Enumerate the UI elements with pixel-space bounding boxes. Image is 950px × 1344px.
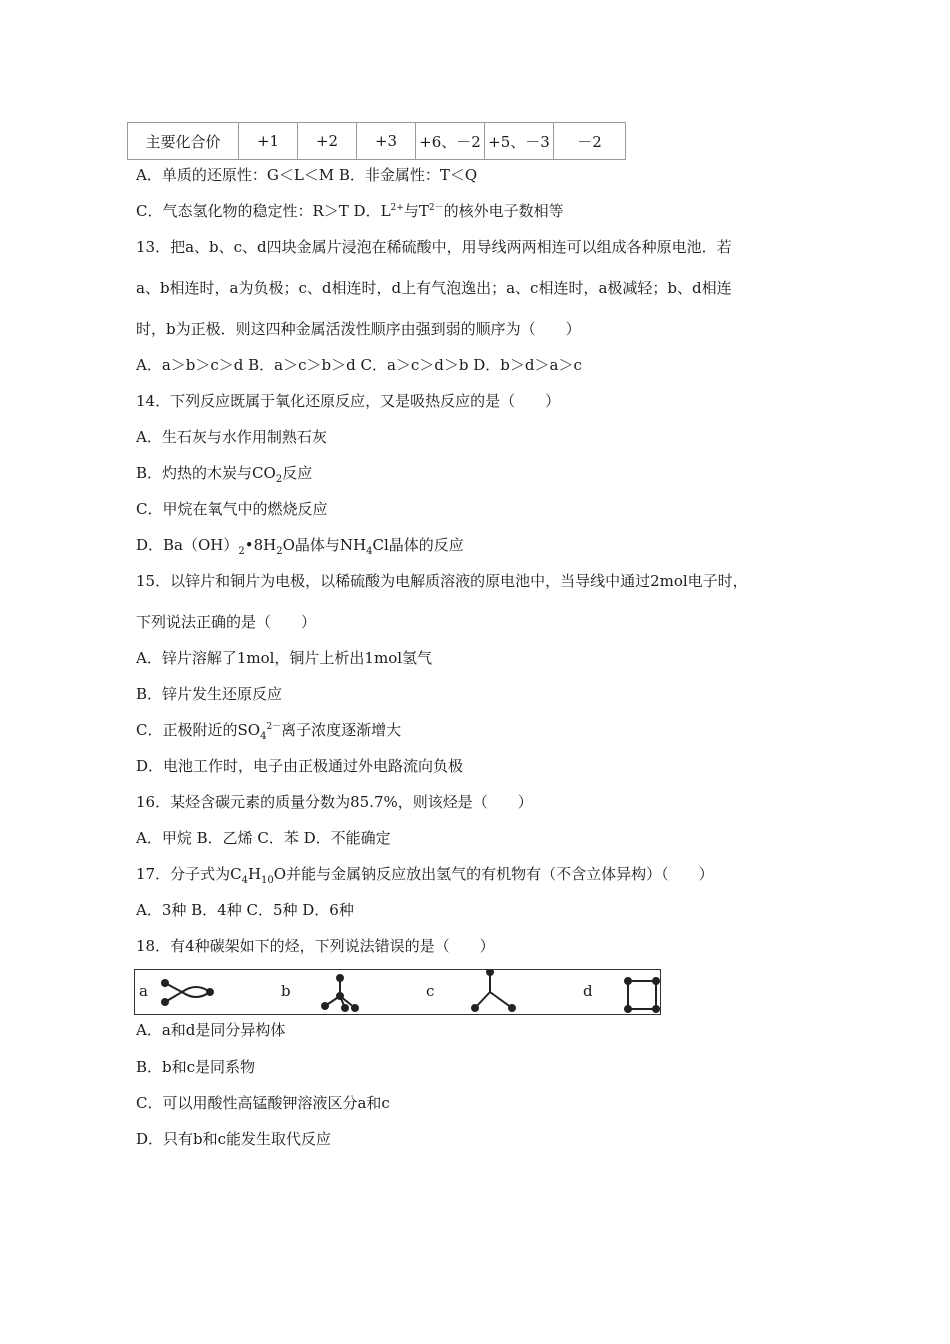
subscript: 10 [261,875,274,886]
text: 与T [403,202,429,220]
text: C．气态氢化物的稳定性：R＞T D．L [136,202,391,220]
text: Cl晶体的反应 [372,536,464,554]
q13-stem-line3: 时，b为正极．则这四种金属活泼性顺序由强到弱的顺序为（ ） [136,320,581,338]
skeleton-drawings [135,970,662,1016]
text: O并能与金属钠反应放出氢气的有机物有（不含立体异构）（ ） [273,865,714,883]
superscript: 2+ [390,203,404,213]
q16-options: A．甲烷 B．乙烯 C．苯 D．不能确定 [136,829,391,847]
table-cell: －2 [554,123,626,160]
skeleton-c [472,970,515,1011]
table-cell: +3 [357,123,416,160]
q18-stem: 18．有4种碳架如下的烃，下列说法错误的是（ ） [136,937,495,955]
q14-option-a: A．生石灰与水作用制熟石灰 [136,428,327,446]
q12-options-cd [136,201,564,221]
q14-stem: 14．下列反应既属于氧化还原反应，又是吸热反应的是（ ） [136,392,561,410]
subscript: 4 [366,546,373,557]
table-cell: +1 [239,123,298,160]
text: •8H [244,536,277,554]
q17-stem [136,864,714,884]
table-row [128,123,626,160]
text: C．正极附近的SO [136,721,261,739]
text: H [247,865,262,883]
figure-label-a: a [139,982,148,1000]
superscript: 2－ [266,722,282,732]
q14-option-d [136,535,464,555]
q14-option-c: C．甲烷在氧气中的燃烧反应 [136,500,328,518]
q15-option-d: D．电池工作时，电子由正极通过外电路流向负极 [136,757,464,775]
table-cell: +2 [298,123,357,160]
skeleton-a [162,980,213,1005]
subscript: 2 [238,546,245,557]
figure-label-d: d [583,982,593,1000]
text: B．灼热的木炭与CO [136,464,276,482]
text: 离子浓度逐渐增大 [281,721,402,739]
q13-stem-line2: a、b相连时，a为负极；c、d相连时，d上有气泡逸出；a、c相连时，a极减轻；b、d相连 [136,279,732,297]
q15-option-c [136,720,401,740]
q14-option-b [136,463,312,483]
q13-options: A．a＞b＞c＞d B．a＞c＞b＞d C．a＞c＞d＞b D．b＞d＞a＞c [136,356,582,374]
figure-label-b: b [281,982,291,1000]
q17-options: A．3种 B．4种 C．5种 D．6种 [136,901,354,919]
figure-label-c: c [426,982,435,1000]
text: 17．分子式为C [136,865,242,883]
q15-option-b: B．锌片发生还原反应 [136,685,283,703]
table-cell: +6、－2 [416,123,485,160]
table-cell: +5、－3 [485,123,554,160]
valence-table [127,122,626,160]
carbon-skeleton-figure [134,969,661,1015]
superscript: 2－ [428,203,444,213]
q18-option-d: D．只有b和c能发生取代反应 [136,1130,332,1148]
subscript: 4 [241,875,248,886]
text: O晶体与NH [282,536,367,554]
q18-option-b: B．b和c是同系物 [136,1058,256,1076]
q18-option-c: C．可以用酸性高锰酸钾溶液区分a和c [136,1094,390,1112]
text: 反应 [282,464,313,482]
table-header-cell: 主要化合价 [128,123,239,160]
text: 的核外电子数相等 [443,202,564,220]
subscript: 4 [260,731,267,742]
q15-stem-line1: 15．以锌片和铜片为电极，以稀硫酸为电解质溶液的原电池中，当导线中通过2mol电子时， [136,572,748,590]
skeleton-b [322,975,358,1011]
q15-option-a: A．锌片溶解了1mol，铜片上析出1mol氢气 [136,649,433,667]
q15-stem-line2: 下列说法正确的是（ ） [136,613,317,631]
subscript: 2 [275,474,283,485]
q18-option-a: A．a和d是同分异构体 [136,1021,286,1039]
text: D．Ba（OH） [136,536,239,554]
q12-options-ab: A．单质的还原性：G＜L＜M B．非金属性：T＜Q [136,166,478,184]
skeleton-d [625,978,659,1012]
q13-stem-line1: 13．把a、b、c、d四块金属片浸泡在稀硫酸中，用导线两两相连可以组成各种原电池．若 [136,238,732,256]
subscript: 2 [276,546,283,557]
q16-stem: 16．某烃含碳元素的质量分数为85.7%，则该烃是（ ） [136,793,533,811]
